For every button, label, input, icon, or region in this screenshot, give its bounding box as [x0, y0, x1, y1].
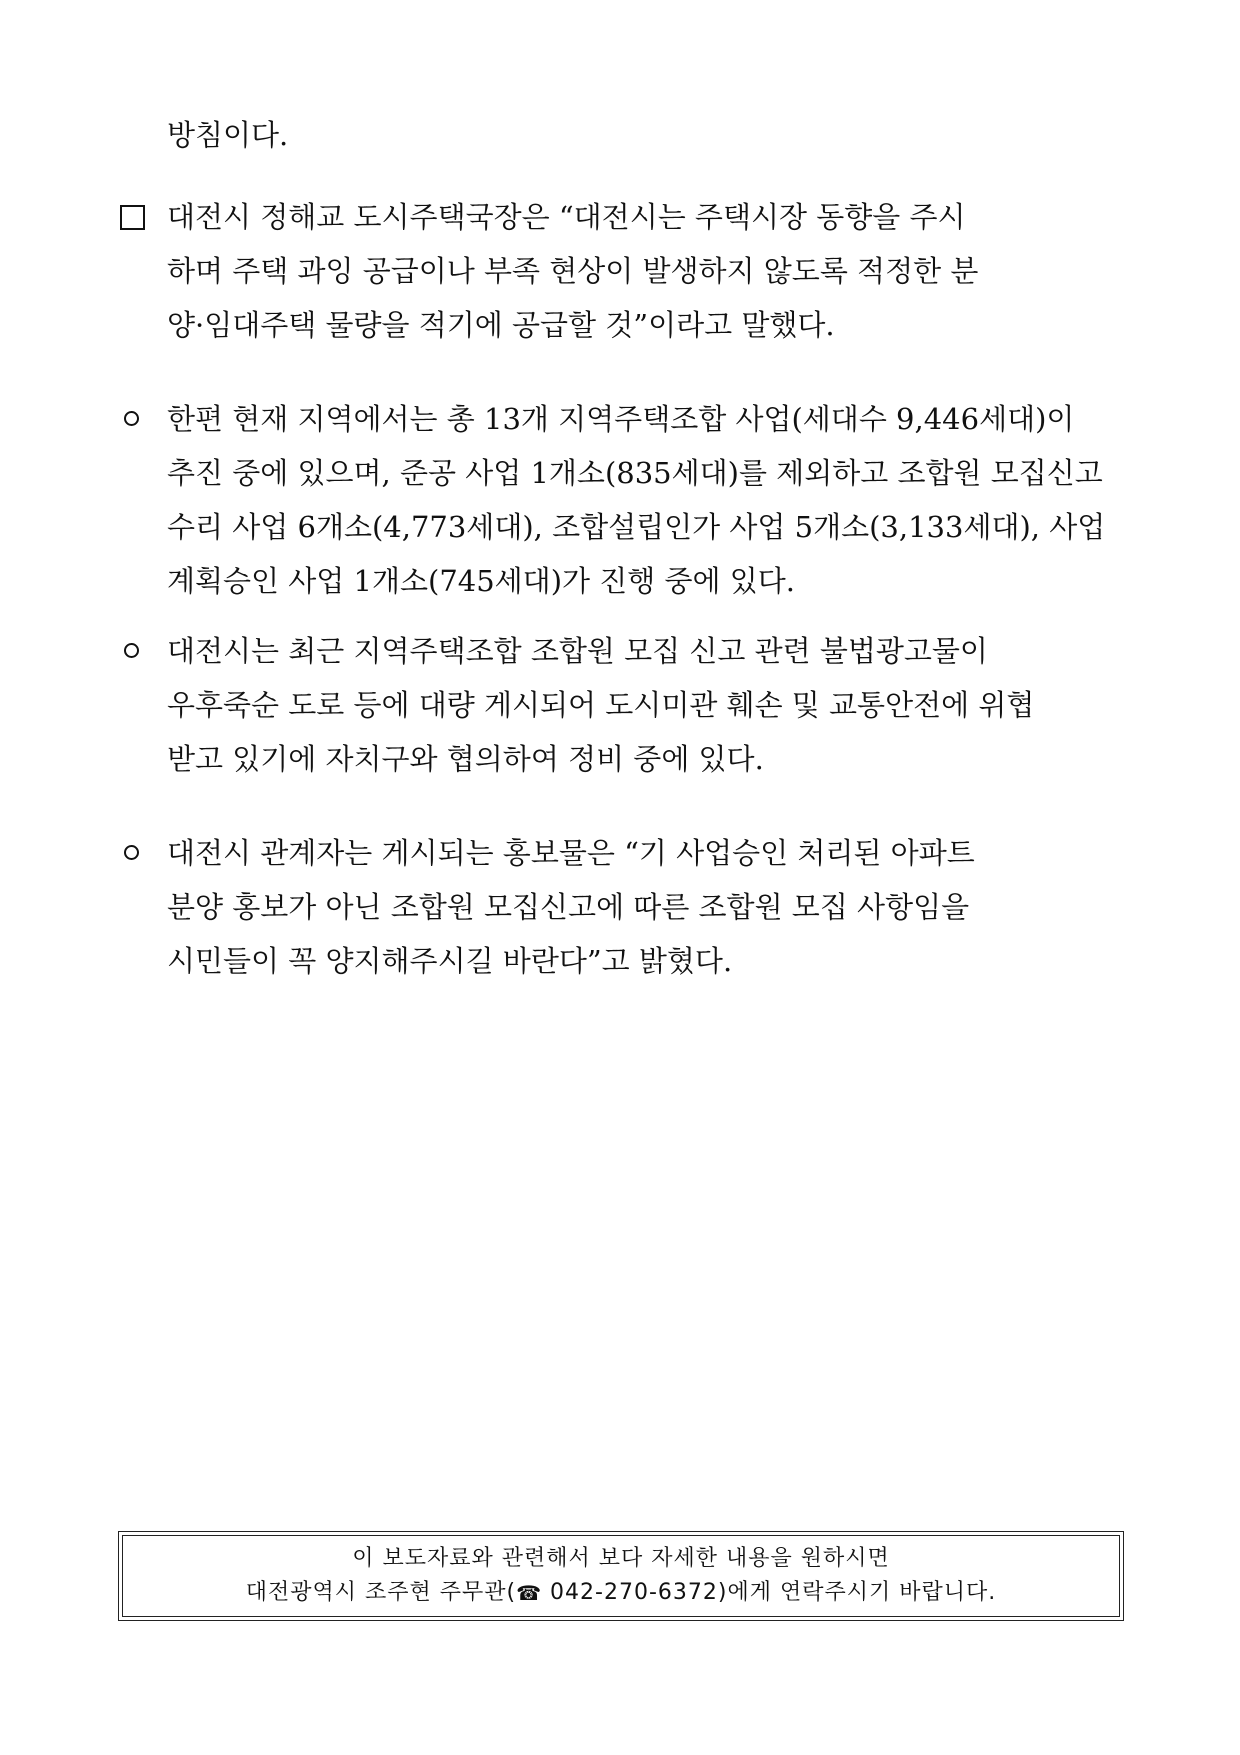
section-director-quote — [118, 190, 1130, 352]
paragraph-line: 하며 주택 과잉 공급이나 부족 현상이 발생하지 않도록 적정한 분 — [167, 254, 979, 288]
continuation-text: 방침이다. — [167, 118, 289, 152]
paragraph-line: 계획승인 사업 1개소(745세대)가 진행 중에 있다. — [167, 564, 795, 598]
paragraph-line: 한편 현재 지역에서는 총 13개 지역주택조합 사업(세대수 9,446세대)이 — [167, 402, 1075, 436]
paragraph-line: 분양 홍보가 아닌 조합원 모집신고에 따른 조합원 모집 사항임을 — [167, 890, 970, 924]
paragraph-line: 추진 중에 있으며, 준공 사업 1개소(835세대)를 제외하고 조합원 모집신고 — [167, 456, 1103, 490]
contact-box — [118, 1531, 1124, 1621]
section-paragraph — [167, 190, 1130, 352]
section-paragraph — [167, 392, 1130, 608]
contact-prefix: 대전광역시 조주현 주무관( — [245, 1580, 517, 1605]
section-illegal-ads — [118, 624, 1130, 786]
paragraph-line: 대전시는 최근 지역주택조합 조합원 모집 신고 관련 불법광고물이 — [167, 634, 988, 668]
section-official-statement — [118, 826, 1130, 988]
section-housing-projects — [118, 392, 1130, 608]
contact-box-inner — [122, 1535, 1120, 1617]
circle-bullet-icon — [124, 845, 139, 860]
paragraph-line: 시민들이 꼭 양지해주시길 바란다”고 밝혔다. — [167, 944, 733, 978]
circle-bullet-icon — [124, 411, 139, 426]
checkbox-bullet-icon — [120, 205, 145, 230]
section-paragraph — [167, 624, 1130, 786]
telephone-icon: ☎ — [516, 1581, 543, 1605]
circle-bullet-icon — [124, 643, 139, 658]
contact-suffix: 042-270-6372)에게 연락주시기 바랍니다. — [542, 1580, 997, 1605]
section-paragraph — [167, 826, 1130, 988]
paragraph-line: 수리 사업 6개소(4,773세대), 조합설립인가 사업 5개소(3,133세대), 사업 — [167, 510, 1106, 544]
paragraph-line: 양·임대주택 물량을 적기에 공급할 것”이라고 말했다. — [167, 308, 835, 342]
paragraph-line: 받고 있기에 자치구와 협의하여 정비 중에 있다. — [167, 742, 764, 776]
contact-line-1: 이 보도자료와 관련해서 보다 자세한 내용을 원하시면 — [352, 1546, 890, 1571]
paragraph-line: 대전시 관계자는 게시되는 홍보물은 “기 사업승인 처리된 아파트 — [167, 836, 975, 870]
paragraph-line: 우후죽순 도로 등에 대량 게시되어 도시미관 훼손 및 교통안전에 위협 — [167, 688, 1035, 722]
contact-line-2 — [246, 1576, 996, 1610]
paragraph-line: 대전시 정해교 도시주택국장은 “대전시는 주택시장 동향을 주시 — [167, 200, 966, 234]
